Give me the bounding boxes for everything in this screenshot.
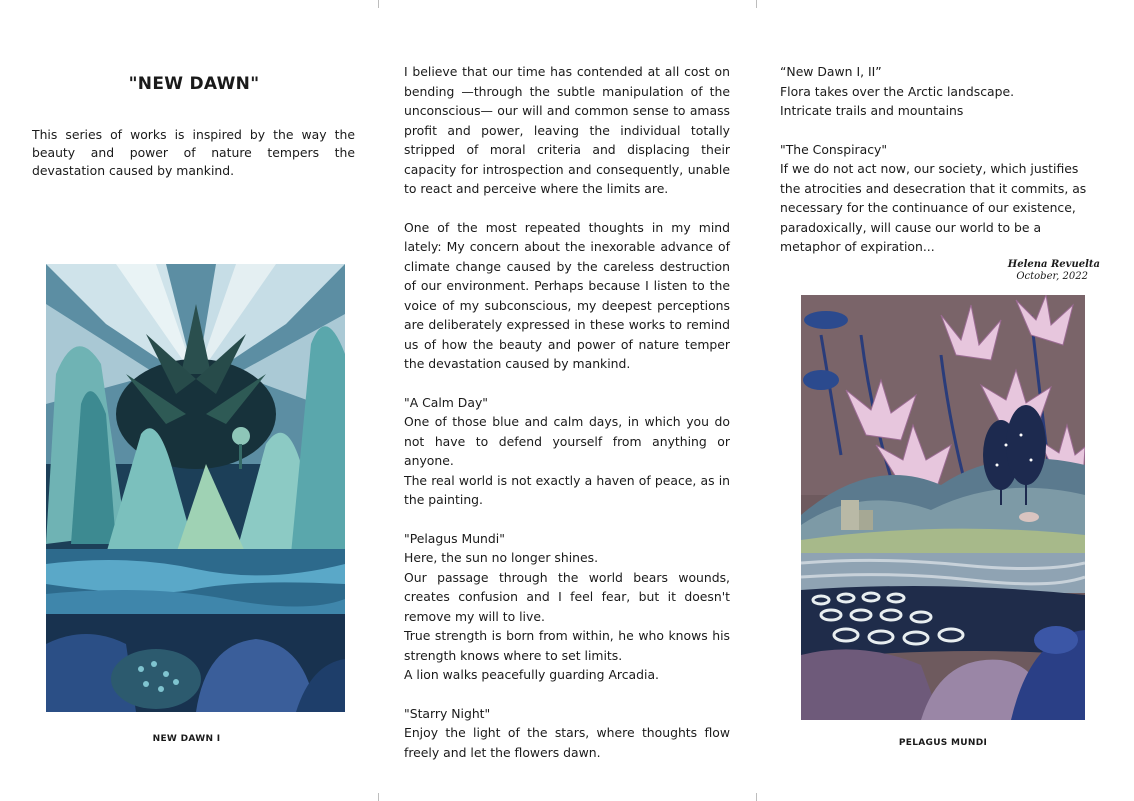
paragraph-line: Intricate trails and mountains: [780, 103, 964, 118]
section-heading: "A Calm Day": [404, 394, 488, 410]
paragraph-line: Here, the sun no longer shines.: [404, 550, 599, 565]
section-heading: “New Dawn I, II”: [780, 64, 882, 79]
paragraph-time-contended: [404, 62, 730, 199]
section-starry-night: [404, 704, 730, 763]
middle-column: [404, 62, 730, 762]
paragraph-line: Flora takes over the Arctic landscape.: [780, 83, 1015, 99]
paragraph-line: One of those blue and calm days, in which you do not have to defend yourself from anything or anyone.: [404, 414, 730, 468]
paragraph-line: If we do not act now, our society, which justifies the atrocities and desecration that it commits, as necessary for the continuance of our existence, paradoxically, will cause our world to be a metaphor of expiration...: [780, 161, 1087, 254]
paragraph-repeated-thoughts: [404, 218, 730, 374]
right-column: [780, 62, 1098, 257]
paragraph-line: A lion walks peacefully guarding Arcadia.: [404, 667, 659, 682]
section-a-calm-day: [404, 393, 730, 510]
section-new-dawn: [780, 62, 1098, 121]
paragraph-line: Enjoy the light of the stars, where thoughts flow freely and let the flowers dawn.: [404, 725, 730, 760]
intro-text: This series of works is inspired by the way the beauty and power of nature tempers the devastation caused by mankind.: [32, 127, 355, 178]
signature-date: October, 2022: [1016, 271, 1088, 282]
painting-pelagus-mundi: [801, 295, 1085, 720]
paragraph-line: One of the most repeated thoughts in my mind lately: My concern about the inexorable advance of climate change caused by the careless destruction of our environment. Perhaps because I listen to the voice of my subconscious, my deepest perceptions are deliberately expressed in these works to remind us of how the beauty and power of nature temper the devastation caused by mankind.: [404, 219, 730, 371]
fold-mark-top-left: [378, 0, 379, 8]
paragraph-line: I believe that our time has contended at all cost on bending —through the subtle manipulation of the unconscious— our will and common sense to amass profit and power, leaving the individual totally stripped of moral criteria and displacing their capacity for introspection and consequently, unable to react and perceive where the limits are.: [404, 64, 730, 196]
paragraph-line: Our passage through the world bears wounds, creates confusion and I feel fear, but it doesn't remove my will to live.: [404, 569, 730, 624]
caption-pelagus-mundi: PELAGUS MUNDI: [898, 738, 988, 748]
fold-mark-bottom-right: [756, 793, 757, 801]
section-heading: "The Conspiracy": [780, 141, 888, 157]
signature-name: Helena Revuelta: [1007, 259, 1100, 270]
painting-new-dawn-i: [46, 264, 345, 712]
section-heading: "Pelagus Mundi": [404, 530, 505, 546]
caption-new-dawn-i: NEW DAWN I: [152, 734, 221, 744]
page-title: "NEW DAWN": [128, 74, 260, 94]
section-the-conspiracy: [780, 140, 1098, 257]
paragraph-line: True strength is born from within, he who knows his strength knows where to set limits.: [404, 628, 730, 663]
fold-mark-bottom-left: [378, 793, 379, 801]
section-pelagus-mundi: [404, 529, 730, 685]
section-heading: "Starry Night": [404, 705, 491, 721]
paragraph-line: The real world is not exactly a haven of peace, as in the painting.: [404, 472, 730, 507]
fold-mark-top-right: [756, 0, 757, 8]
